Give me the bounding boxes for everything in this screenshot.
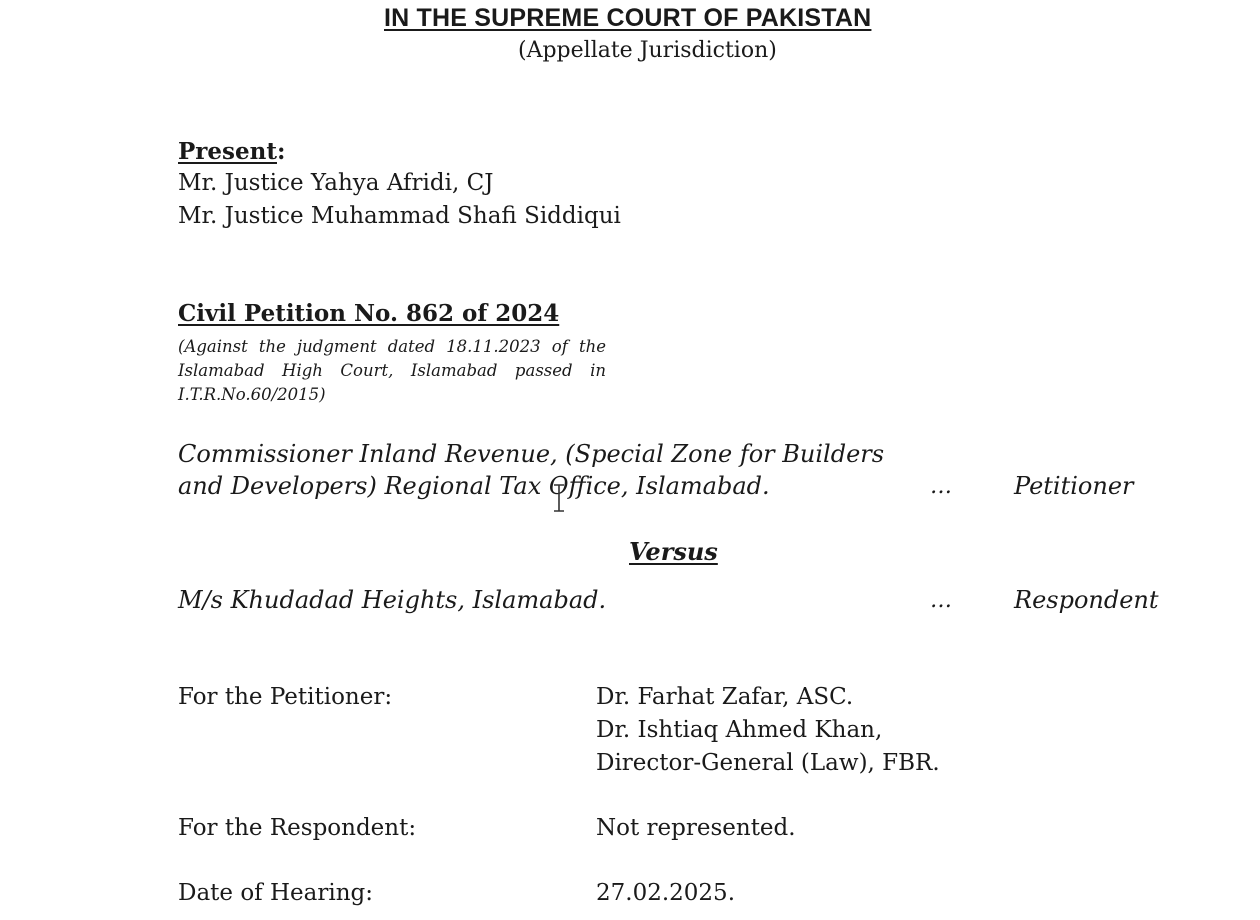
case-against-note: (Against the judgment dated 18.11.2023 of the Islamabad High Court, Islamabad passed in I.T.R.No.60/2015) [178,337,606,404]
respondent-dots: … [930,588,952,613]
respondent-appearance-label: For the Respondent: [178,815,417,841]
respondent-role: Respondent [1014,586,1159,614]
petitioner-counsel: Dr. Farhat Zafar, ASC. [596,684,854,710]
justice-name: Mr. Justice Yahya Afridi, CJ [178,170,494,196]
bench-label: Present: [178,138,286,165]
petitioner-name-line: Commissioner Inland Revenue, (Special Zone for Builders [178,440,885,468]
petitioner-role: Petitioner [1014,472,1134,500]
petitioner-appearance-label: For the Petitioner: [178,684,393,710]
petitioner-counsel: Dr. Ishtiaq Ahmed Khan, [596,717,883,743]
bench-label-text: Present [178,138,277,165]
hearing-date: 27.02.2025. [596,880,735,906]
petitioner-name-line: and Developers) Regional Tax Office, Islamabad. [178,472,770,500]
versus-heading: Versus [629,537,718,566]
text-cursor-icon [552,484,566,512]
hearing-date-label: Date of Hearing: [178,880,374,906]
petitioner-dots: … [930,474,952,499]
respondent-name: M/s Khudadad Heights, Islamabad. [178,586,607,614]
justice-name: Mr. Justice Muhammad Shafi Siddiqui [178,203,621,229]
court-title: IN THE SUPREME COURT OF PAKISTAN [384,4,872,32]
petitioner-counsel: Director-General (Law), FBR. [596,750,940,776]
respondent-counsel: Not represented. [596,815,796,841]
case-number: Civil Petition No. 862 of 2024 [178,300,560,327]
jurisdiction: (Appellate Jurisdiction) [518,38,777,63]
